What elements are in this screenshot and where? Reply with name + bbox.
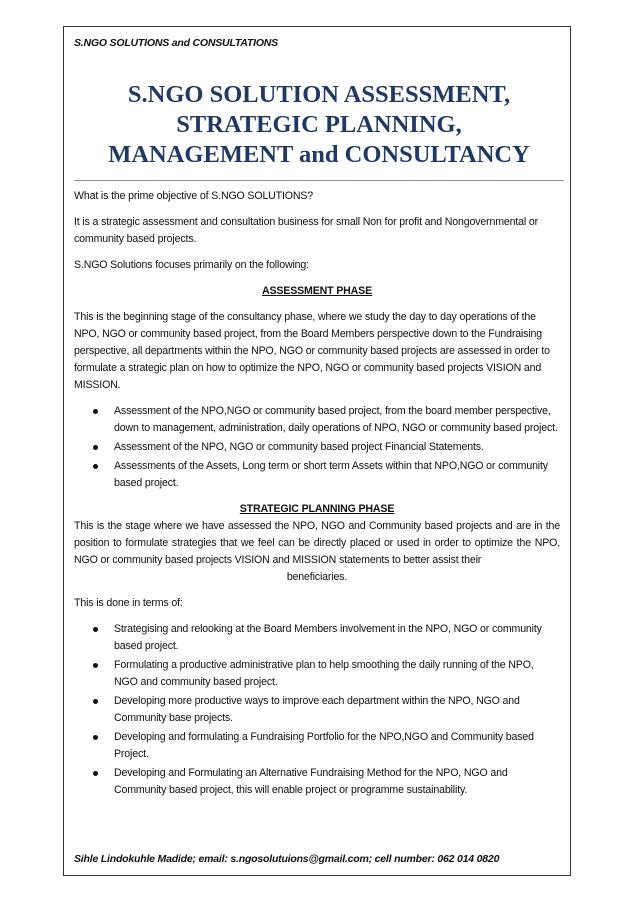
- strategic-heading: STRATEGIC PLANNING PHASE: [239, 503, 395, 515]
- list-item: Assessment of the NPO, NGO or community based project Financial Statements.: [114, 439, 560, 456]
- bullet-icon: [93, 663, 98, 668]
- list-item: Developing more productive ways to improve each department within the NPO, NGO and Community base projects.: [114, 693, 560, 727]
- list-item: Developing and Formulating an Alternative Fundraising Method for the NPO, NGO and Community based project, this will enable project or programme sustainability.: [114, 765, 560, 799]
- assessment-list: [74, 403, 560, 492]
- bullet-icon: [93, 409, 98, 414]
- intro-answer: It is a strategic assessment and consultation business for small Non for profit and Nongovernmental or community based projects.: [74, 216, 539, 245]
- intro-question: What is the prime objective of S.NGO SOLUTIONS?: [74, 190, 314, 202]
- assessment-heading: ASSESSMENT PHASE: [261, 285, 373, 297]
- page-footer: Sihle Lindokuhle Madide; email: s.ngosolutuions@gmail.com; cell number: 062 014 0820: [74, 853, 500, 865]
- bullet-icon: [93, 627, 98, 632]
- strategic-paragraph-end: beneficiaries.: [286, 571, 348, 583]
- bullet-icon: [93, 445, 98, 450]
- list-item: Strategising and relooking at the Board Members involvement in the NPO, NGO or community based project.: [114, 621, 560, 655]
- document-body: [74, 188, 560, 808]
- list-item: Developing and formulating a Fundraising Portfolio for the NPO,NGO and Community based Project.: [114, 729, 560, 763]
- title-line-1: S.NGO SOLUTION ASSESSMENT,: [127, 81, 511, 108]
- bullet-icon: [93, 464, 98, 469]
- strategic-list: [74, 621, 560, 799]
- document-title: [74, 80, 564, 170]
- list-item: Assessment of the NPO,NGO or community based project, from the board member perspective, down to management, administration, daily operations of NPO, NGO or community based project.: [114, 403, 560, 437]
- page-header: S.NGO SOLUTIONS and CONSULTATIONS: [74, 37, 278, 49]
- title-line-3: MANAGEMENT and CONSULTANCY: [108, 141, 530, 168]
- bullet-icon: [93, 699, 98, 704]
- strategic-paragraph: This is the stage where we have assessed the NPO, NGO and Community based projects and are in the position to formulate strategies that we feel can be directly placed or used in order to optimize the NPO, NGO or community based projects VISION and MISSION statements to better assist their: [74, 520, 560, 566]
- title-line-2: STRATEGIC PLANNING,: [176, 111, 462, 138]
- intro-focus: S.NGO Solutions focuses primarily on the following:: [74, 259, 309, 271]
- list-item: Formulating a productive administrative plan to help smoothing the daily running of the NPO, NGO and community based project.: [114, 657, 560, 691]
- list-item: Assessments of the Assets, Long term or short term Assets within that NPO,NGO or community based project.: [114, 458, 560, 492]
- bullet-icon: [93, 771, 98, 776]
- assessment-paragraph: This is the beginning stage of the consultancy phase, where we study the day to day operations of the NPO, NGO or community based project, from the Board Members perspective down to the Fundraising perspective, all departments within the NPO, NGO or community based projects are assessed in order to formulate a strategic plan on how to optimize the NPO, NGO or community based projects VISION and MISSION.: [74, 311, 550, 391]
- title-divider: [74, 180, 564, 181]
- done-in-terms: This is done in terms of:: [74, 597, 183, 609]
- bullet-icon: [93, 735, 98, 740]
